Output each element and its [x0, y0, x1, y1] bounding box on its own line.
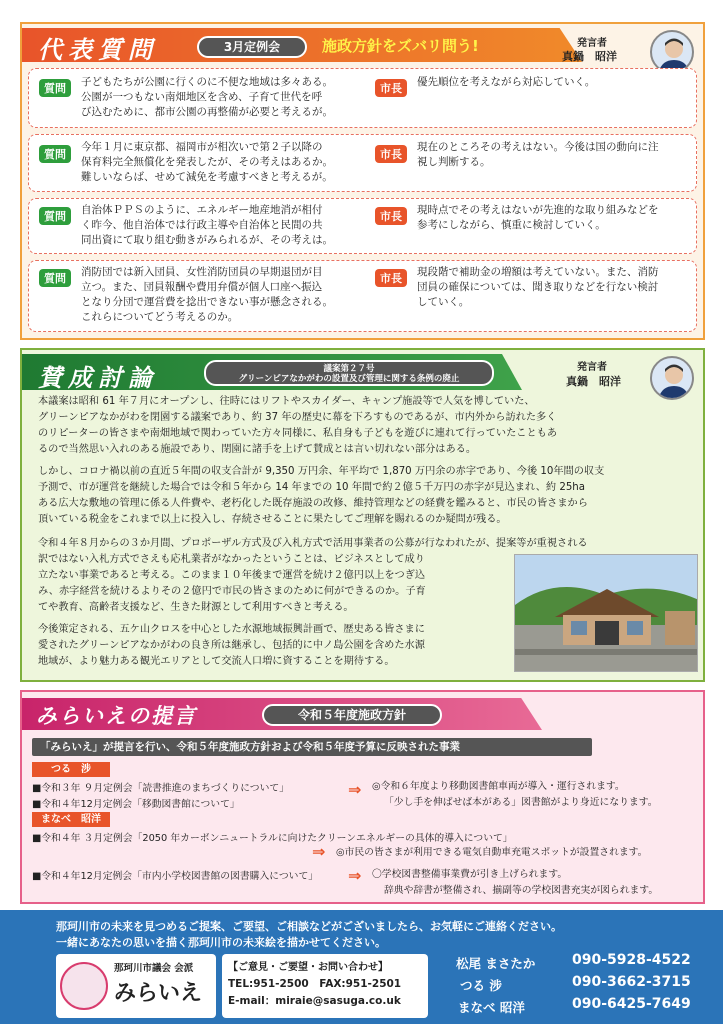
facility-photo [514, 554, 698, 672]
bill-name: グリーンピアなかがわの設置及び管理に関する条例の廃止 [238, 374, 460, 384]
qa-item-4 [28, 260, 697, 332]
org-name: 那珂川市議会 会派 [114, 963, 194, 974]
answer-text: 優先順位を考えながら対応していく。 [417, 76, 596, 88]
debate-paragraph-4: 今後策定される、五ケ山クロスを中心とした水源地域振興計画で、歴史ある皆さまに 愛されたグリーンピアなかがわの良き所は継承し、包括的に中ノ島公園を含めた水源 地域が、より魅力ある観光エリアとして交流人口増に資することを期待する。 [38, 624, 425, 667]
policy-pill: 令和５年度施政方針 [262, 704, 442, 726]
tel-fax[interactable]: TEL:951-2500 FAX:951-2501 [228, 978, 402, 990]
member-2-name: つる 涉 [460, 978, 502, 993]
logo-mark-icon [60, 962, 108, 1010]
footer-message-1: 那珂川市の未来を見つめるご提案、ご要望、ご相談などがございましたら、お気軽にご連絡ください。 [56, 920, 562, 933]
section1-title: 代表質問 [38, 36, 158, 64]
proposal-row-1-right: ◎令和６年度より移動図書館車両が導入・運行されます。 [372, 781, 625, 792]
proposal-row-4-left: ■令和４年12月定例会「市内小学校図書館の図書購入について」 [32, 871, 319, 882]
speaker-label: 発言者 [577, 38, 607, 49]
answer-tag: 市長 [375, 269, 407, 287]
supporting-debate-section [20, 348, 705, 682]
bill-number: 議案第２７号 [323, 364, 375, 374]
answer-text: 現在のところその考えはない。今後は国の動向に注 視し判断する。 [417, 141, 659, 168]
miraie-proposal-section [20, 690, 705, 904]
member-tag-manabe: まなべ 昭洋 [32, 812, 110, 827]
section2-title: 賛成討論 [38, 364, 158, 392]
speaker-name: 真鍋 昭洋 [562, 50, 617, 63]
speaker-label: 発言者 [577, 362, 607, 373]
member-3-name: まなべ 昭洋 [458, 1000, 525, 1015]
question-tag: 質問 [39, 145, 71, 163]
section1-headline: 施政方針をズバリ問う! [322, 37, 479, 55]
debate-paragraph-3: 令和４年８月からの３か月間、プロポーザル方式及び入札方式で活用事業者の公募が行なわれたが、提案等が重視される 訳ではない入札方式でさえも応札業者がなかったということは、ビジネスとして成り 立たない事業であると考える。このまま１０年後まで運営を続け２億円以上をつぎ込 み、赤字経営を続けるよりその２億円で市民の皆さまのために何ができるのか。子育 てや教育、高齢者支援など、生きた財源として利用すべきと考える。 [38, 538, 588, 613]
question-tag: 質問 [39, 79, 71, 97]
answer-text: 現段階で補助金の増額は考えていない。また、消防 団員の確保については、聞き取りなどを行ない検討 していく。 [417, 266, 659, 308]
question-tag: 質問 [39, 269, 71, 287]
member-1-name: 松尾 まさたか [456, 956, 536, 971]
arrow-icon: ⇒ [348, 866, 362, 885]
question-text: 子どもたちが公園に行くのに不便な地域は多々ある。 公園が一つもない南畑地区を含め、子育て世代を呼 び込むために、都市公園の再整備が必要と考えるが。 [81, 76, 333, 118]
proposal-row-3-left: ■令和４年 ３月定例会「2050 年カーボンニュートラルに向けたクリーンエネルギーの具体的導入について」 [32, 833, 513, 844]
contact-box [222, 954, 428, 1018]
session-pill: 3月定例会 [197, 36, 307, 58]
section3-title: みらいえの提言 [36, 704, 197, 728]
question-text: 消防団では新入団員、女性消防団員の早期退団が目 立つ。また、団員報酬や費用弁償が個人口座へ振込 となり分団で運営費を捻出できない事が懸念される。 これらについてどう考えるのか。 [81, 266, 333, 323]
debate-paragraph-1: 本議案は昭和 61 年７月にオープンし、往時にはリフトやスカイダー、キャンプ施設等で人気を博していた、 グリーンピアなかがわを閉園する議案であり、約 37 年の歴史に幕を下ろすものであるが、市内外から訪れた多く のリピーターの皆さまや南畑地域で関わっていた方々同様に、私自身も子どもを遊びに連れて行っていたこともあ るので当然思い入れのある施設であり、閉園に諸手を上げて賛成とは言い切れない部分はある。 [38, 396, 558, 455]
proposal-row-2-right: 「少し手を伸ばせば本がある」図書館がより身近になります。 [384, 797, 658, 808]
footer-message-2: 一緒にあなたの思いを描く那珂川市の未来絵を描かせてください。 [56, 936, 386, 949]
contact-footer [0, 910, 723, 1024]
qa-item-3 [28, 198, 697, 254]
member-1-phone[interactable]: 090-5928-4522 [572, 952, 691, 968]
arrow-icon: ⇒ [312, 842, 326, 861]
member-2-phone[interactable]: 090-3662-3715 [572, 974, 691, 990]
answer-tag: 市長 [375, 79, 407, 97]
representative-question-section [20, 22, 705, 340]
proposal-row-3-right: ◎市民の皆さまが利用できる電気自動車充電スポットが設置されます。 [336, 847, 648, 858]
answer-tag: 市長 [375, 145, 407, 163]
question-text: 今年１月に東京都、福岡市が相次いで第２子以降の 保育料完全無償化を発表したが、その考えはあるか。 難しいならば、せめて減免を考慮すべきと考えるが。 [81, 141, 333, 183]
proposal-row-5-right: 辞典や辞書が整備され、揃副等の学校図書充実が図られます。 [384, 885, 659, 896]
answer-tag: 市長 [375, 207, 407, 225]
qa-item-1 [28, 68, 697, 128]
qa-item-2 [28, 134, 697, 192]
contact-title: 【ご意見・ご要望・お問い合わせ】 [228, 962, 388, 973]
speaker-name: 真鍋 昭洋 [566, 375, 621, 388]
logo-box [56, 954, 216, 1018]
proposal-row-4-right: 〇学校図書整備事業費が引き上げられます。 [372, 869, 568, 880]
proposal-banner: 「みらいえ」が提言を行い、令和５年度施政方針および令和５年度予算に反映された事業 [32, 738, 592, 756]
email-link[interactable]: E-mail：miraie@sasuga.co.uk [228, 995, 401, 1007]
question-text: 自治体ＰＰＳのように、エネルギー地産地消が相付 く昨今、他自治体では行政主導や自治体と民間の共 同出資にて取り組む動きがみられるが、その考えは。 [81, 204, 333, 246]
arrow-icon: ⇒ [348, 780, 362, 799]
proposal-row-1-left: ■令和３年 ９月定例会「読書推進のまちづくりについて」 [32, 783, 289, 794]
member-tag-tsuru: つる 涉 [32, 762, 110, 777]
question-tag: 質問 [39, 207, 71, 225]
debate-paragraph-2: しかし、コロナ禍以前の直近５年間の収支合計が 9,350 万円余、年平均で 1,870 万円余の赤字であり、今後 10年間の収支 予測で、市が運営を継続した場合では令和５年から 14 年までの 10 年間で約２億５千万円の赤字が見込まれ、約 25ha ある広大な敷地の管理に係る人件費や、老朽化した既存施設の改修、維持管理などの経費を鑑みると、市民の皆さまから 頂いている税金をこれまで以上に投入し、存続させることに果たしてご理解を賜れるのか疑問が残る。 [38, 466, 605, 525]
member-3-phone[interactable]: 090-6425-7649 [572, 996, 691, 1012]
proposal-row-2-left: ■令和４年12月定例会「移動図書館について」 [32, 799, 240, 810]
logo-text: みらいえ [114, 981, 203, 1006]
bill-pill [204, 360, 494, 386]
answer-text: 現時点でその考えはないが先進的な取り組みなどを 参考にしながら、慎重に検討していく。 [417, 204, 659, 231]
